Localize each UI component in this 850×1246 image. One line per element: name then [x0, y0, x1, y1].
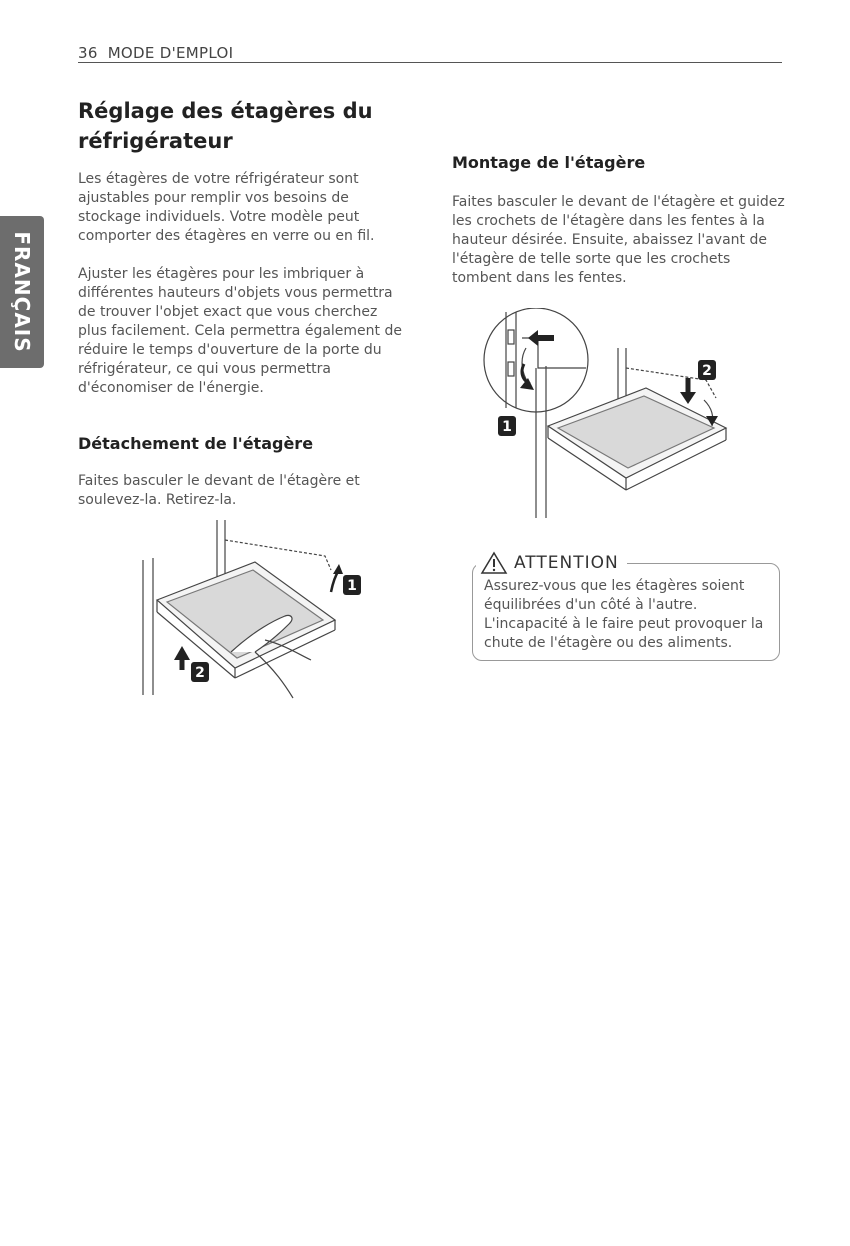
montage-step-2-label: 2 [702, 363, 712, 379]
shelf-removal-illustration [135, 520, 385, 700]
header-rule [78, 62, 782, 63]
montage-text: Faites basculer le devant de l'étagère et guidez les crochets de l'étagère dans les fentes à la hauteur désirée. Ensuite, abaissez l'avant de l'étagère de telle sorte que les crochets tombent dans les fentes. [452, 194, 785, 286]
page-header [78, 44, 233, 62]
detach-step-2-label: 2 [195, 665, 205, 681]
language-tab [0, 216, 44, 368]
language-tab-label: FRANÇAIS [10, 231, 34, 353]
warning-triangle-icon [480, 551, 508, 575]
montage-step-1-label: 1 [502, 419, 512, 435]
attention-label: ATTENTION [514, 553, 619, 573]
page-number: 36 [78, 44, 98, 62]
detach-step-1-label: 1 [347, 578, 357, 594]
shelf-install-illustration [476, 308, 756, 523]
montage-heading: Montage de l'étagère [452, 153, 646, 172]
detachement-text: Faites basculer le devant de l'étagère et soulevez-la. Retirez-la. [78, 473, 360, 508]
page-title: Réglage des étagères du réfrigérateur [78, 99, 373, 153]
detachement-heading: Détachement de l'étagère [78, 434, 314, 453]
intro-paragraph-2: Ajuster les étagères pour les imbriquer à différentes hauteurs d'objets vous permettra de trouver l'objet exact que vous cherchez plus facilement. Cela permettra également de réduire le temps d'ouverture de la porte du réfrigérateur, ce qui vous permettra d'économiser de l'énergie. [78, 266, 402, 396]
section-title: MODE D'EMPLOI [107, 44, 234, 62]
attention-box [472, 551, 780, 661]
attention-text: Assurez-vous que les étagères soient équilibrées d'un côté à l'autre. L'incapacité à le faire peut provoquer la chute de l'étagère ou des aliments. [484, 578, 764, 651]
intro-paragraph-1: Les étagères de votre réfrigérateur sont ajustables pour remplir vos besoins de stockage individuels. Votre modèle peut comporter des étagères en verre ou en fil. [78, 171, 375, 244]
attention-header [476, 551, 627, 575]
